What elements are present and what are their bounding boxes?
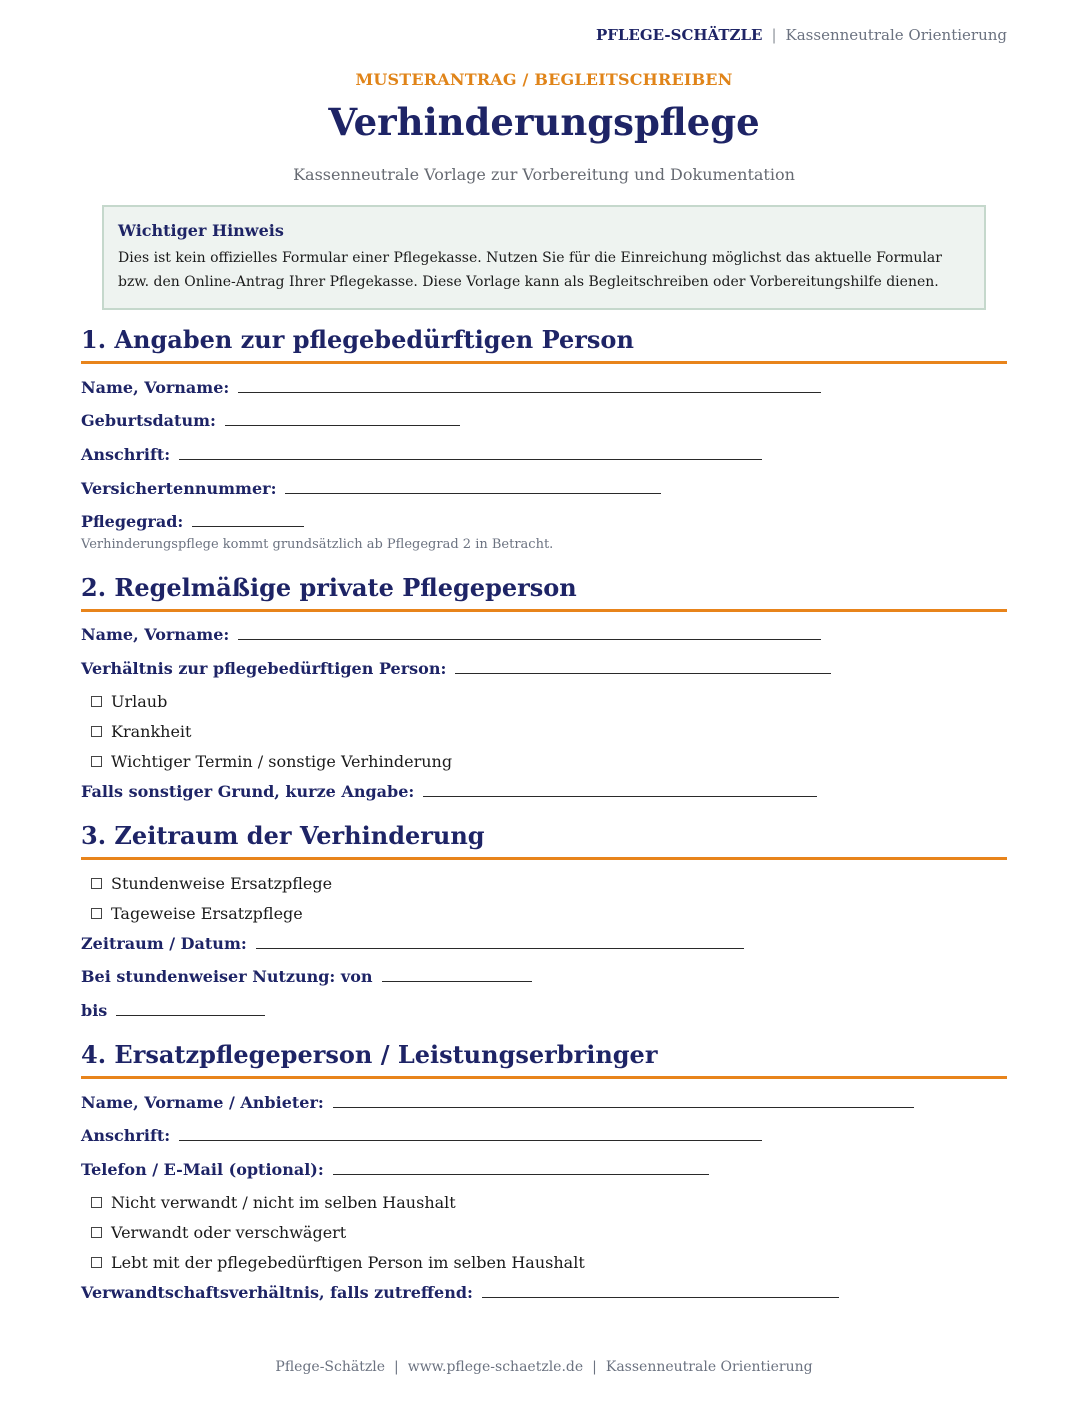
checkbox-daily[interactable] [91,903,303,925]
field-label: Verhältnis zur pflegebedürftigen Person: [81,659,447,678]
document-kicker: MUSTERANTRAG / BEGLEITSCHREIBEN [355,70,733,89]
field-other-reason [81,781,817,803]
document-subtitle: Kassenneutrale Vorlage zur Vorbereitung und Dokumentation [293,165,795,184]
insurance-number-line[interactable] [285,480,661,494]
notice-line-1: Dies ist kein offizielles Formular einer Pflegekasse. Nutzen Sie für die Einreichung möglichst das aktuelle Formular [118,250,942,266]
footer-url[interactable]: www.pflege-schaetzle.de [407,1359,584,1375]
field-care-grade [81,511,304,533]
field-to-time [81,1000,265,1022]
field-kinship [81,1282,839,1304]
checkbox-vacation[interactable] [91,691,167,713]
checkbox-related[interactable] [91,1222,346,1244]
checkbox-label: Urlaub [111,692,168,711]
section-2-heading [81,572,1007,612]
care-grade-hint: Verhinderungspflege kommt grundsätzlich ab Pflegegrad 2 in Betracht. [81,537,554,552]
provider-contact-line[interactable] [333,1161,709,1175]
checkbox-label: Verwandt oder verschwägert [111,1223,347,1242]
checkbox-hourly[interactable] [91,873,332,895]
field-label: Name, Vorname / Anbieter: [81,1093,324,1112]
patient-address-line[interactable] [179,446,762,460]
provider-address-line[interactable] [179,1127,762,1141]
checkbox-icon[interactable] [91,756,102,767]
field-label: Falls sonstiger Grund, kurze Angabe: [81,782,415,801]
checkbox-label: Lebt mit der pflegebedürftigen Person im selben Haushalt [111,1253,585,1272]
notice-title: Wichtiger Hinweis [118,221,284,240]
field-provider-name [81,1092,914,1114]
field-label: Telefon / E-Mail (optional): [81,1160,324,1179]
field-birthdate [81,410,460,432]
checkbox-label: Wichtiger Termin / sonstige Verhinderung [111,752,453,771]
field-from-time [81,966,532,988]
field-label: Name, Vorname: [81,625,230,644]
field-label: Zeitraum / Datum: [81,934,247,953]
field-label: Verwandtschaftsverhältnis, falls zutreffend: [81,1283,473,1302]
field-label: Anschrift: [81,445,171,464]
care-grade-line[interactable] [192,513,304,527]
section-3-heading [81,820,1007,860]
from-time-line[interactable] [382,968,532,982]
checkbox-icon[interactable] [91,908,102,919]
field-caregiver-name [81,624,821,646]
birthdate-line[interactable] [225,412,460,426]
field-period [81,933,744,955]
field-insurance-number [81,478,661,500]
checkbox-icon[interactable] [91,696,102,707]
field-provider-contact [81,1159,709,1181]
header-tagline: Kassenneutrale Orientierung [785,26,1007,44]
section-1-heading [81,324,1007,364]
field-patient-address [81,444,762,466]
checkbox-icon[interactable] [91,878,102,889]
checkbox-icon[interactable] [91,1257,102,1268]
checkbox-not-related[interactable] [91,1192,456,1214]
page-footer [0,1359,1088,1375]
checkbox-icon[interactable] [91,1227,102,1238]
section-2-title: 2. Regelmäßige private Pflegeperson [81,573,577,602]
section-4-heading [81,1039,1007,1079]
period-line[interactable] [256,935,744,949]
field-label: Pflegegrad: [81,512,184,531]
checkbox-icon[interactable] [91,726,102,737]
field-patient-name [81,377,821,399]
field-label: Versichertennummer: [81,479,277,498]
field-label: bis [81,1001,108,1020]
patient-name-line[interactable] [238,379,821,393]
notice-line-2: bzw. den Online-Antrag Ihrer Pflegekasse. Diese Vorlage kann als Begleitschreiben oder Vorbereitungshilfe dienen. [118,274,939,290]
checkbox-label: Nicht verwandt / nicht im selben Haushalt [111,1193,456,1212]
footer-tagline: Kassenneutrale Orientierung [605,1359,813,1375]
checkbox-label: Tageweise Ersatzpflege [111,904,303,923]
checkbox-label: Krankheit [111,722,192,741]
field-label: Geburtsdatum: [81,411,216,430]
document-title: Verhinderungspflege [328,100,760,144]
field-label: Anschrift: [81,1126,171,1145]
caregiver-name-line[interactable] [238,626,821,640]
footer-separator: | [592,1359,597,1375]
other-reason-line[interactable] [423,783,817,797]
footer-brand: Pflege-Schätzle [275,1359,385,1375]
section-4-title: 4. Ersatzpflegeperson / Leistungserbringer [81,1040,658,1069]
page-header [596,26,1007,44]
footer-separator: | [394,1359,399,1375]
notice-box [102,205,986,310]
field-label: Name, Vorname: [81,378,230,397]
checkbox-other-reason[interactable] [91,751,452,773]
caregiver-relation-line[interactable] [455,660,831,674]
field-provider-address [81,1125,762,1147]
checkbox-illness[interactable] [91,721,191,743]
section-1-title: 1. Angaben zur pflegebedürftigen Person [81,325,634,354]
header-brand: PFLEGE-SCHÄTZLE [595,26,763,44]
field-caregiver-relation [81,658,831,680]
checkbox-label: Stundenweise Ersatzpflege [111,874,333,893]
checkbox-icon[interactable] [91,1197,102,1208]
checkbox-same-household[interactable] [91,1252,585,1274]
field-label: Bei stundenweiser Nutzung: von [81,967,373,986]
kinship-line[interactable] [482,1284,839,1298]
provider-name-line[interactable] [333,1094,914,1108]
section-3-title: 3. Zeitraum der Verhinderung [81,821,485,850]
header-separator: | [771,26,777,44]
to-time-line[interactable] [116,1002,265,1016]
